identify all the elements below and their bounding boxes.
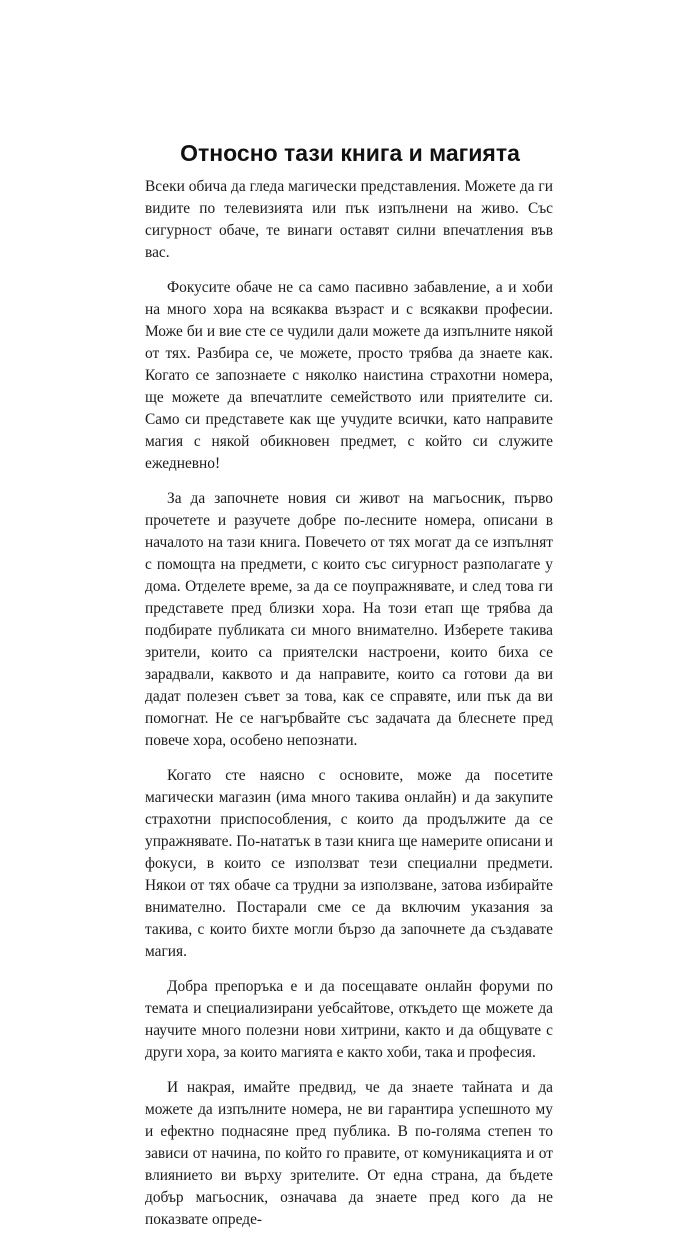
- paragraph-6: И накрая, имайте предвид, че да знаете тайната и да можете да изпълните номера, не ви гарантира успешното му и ефектно поднасяне пред публика. В по-голяма степен то зависи от начина, по който го правите, от комуникацията и от влиянието ви върху зрителите. От една страна, да бъдете добър магьосник, означава да знаете пред кого да не показвате опреде-: [145, 1079, 553, 1228]
- chapter-title: Относно тази книга и магията: [180, 140, 520, 166]
- chapter-body: [145, 176, 553, 1244]
- paragraph-5: Добра препоръка е и да посещавате онлайн форуми по темата и специализирани уебсайтове, откъдето ще можете да научите много полезни нови хитрини, както и да общувате с други хора, за които магията е както хоби, така и професия.: [145, 978, 553, 1061]
- paragraph-3: За да започнете новия си живот на магьосник, първо прочетете и разучете добре по-лесните номера, описани в началото на тази книга. Повечето от тях могат да се изпълнят с помощта на предмети, с които със сигурност разполагате у дома. Отделете време, за да се поупражнявате, и след това ги представете пред близки хора. На този етап ще трябва да подбирате публиката си много внимателно. Изберете такива зрители, които са приятелски настроени, които биха се зарадвали, каквото и да направите, които са готови да ви дадат полезен съвет за това, как се справяте, или пък да ви помогнат. Не се нагърбвайте със задачата да блеснете пред повече хора, особено непознати.: [145, 490, 553, 749]
- paragraph-2: Фокусите обаче не са само пасивно забавление, а и хоби на много хора на всякаква възраст и с всякакви професии. Може би и вие сте се чудили дали можете да изпълните някой от тях. Разбира се, че можете, просто трябва да знаете как. Когато се запознаете с няколко наистина страхотни номера, ще можете да впечатлите семейството или приятелите си. Само си представете как ще учудите всички, като направите магия с някой обикновен предмет, с който си служите ежедневно!: [145, 279, 553, 472]
- paragraph-1: Всеки обича да гледа магически представления. Можете да ги видите по телевизията или пък изпълнени на живо. Със сигурност обаче, те винаги оставят силни впечатления във вас.: [145, 178, 553, 261]
- paragraph-4: Когато сте наясно с основите, може да посетите магически магазин (има много такива онлайн) и да закупите страхотни приспособления, с които да продължите да се упражнявате. По-нататък в тази книга ще намерите описани и фокуси, в които се използват тези специални предмети. Някои от тях обаче са трудни за използване, затова избирайте внимателно. Постарали сме се да включим указания за такива, с които бихте могли бързо да започнете да създавате магия.: [145, 767, 553, 960]
